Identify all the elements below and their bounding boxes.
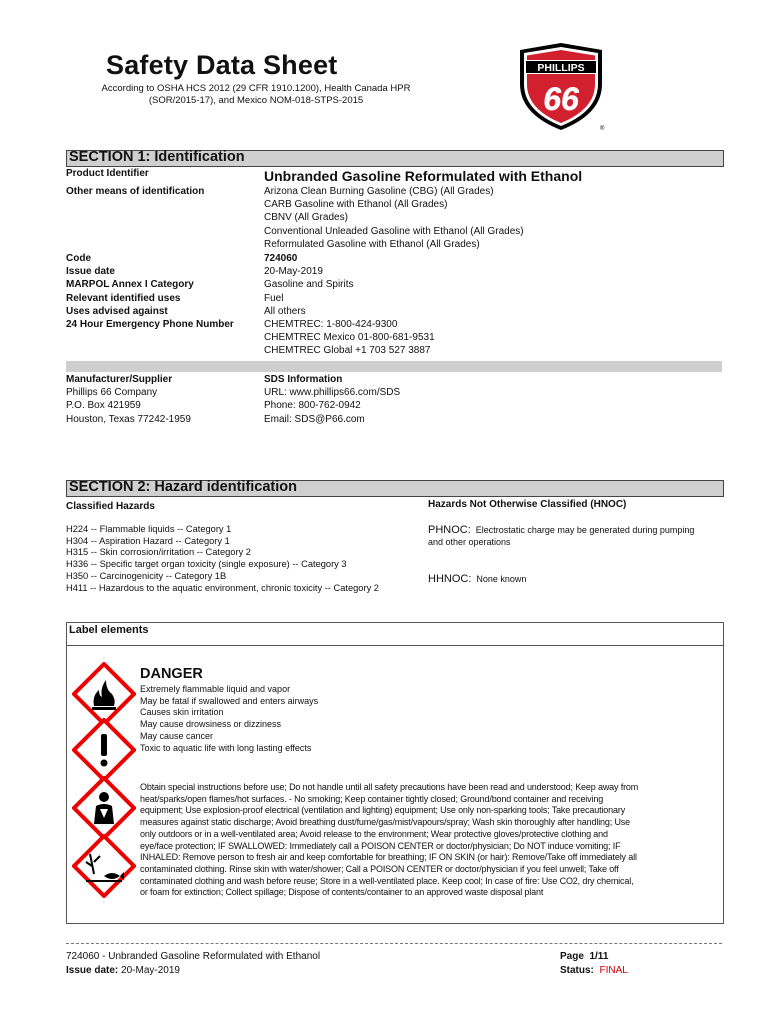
precaution-line: contaminated clothing. Rinse skin with water/shower; Call a POISON CENTER or doctor/physician if you feel unwell; Take off [140,863,619,874]
uses-value: Fuel [264,292,284,304]
id-values-column [264,252,435,358]
other-means-item: Reformulated Gasoline with Ethanol (All Grades) [264,238,480,250]
hazard-statements [140,684,318,754]
precaution-line: measures against static discharge; Avoid breathing dust/fume/gas/mist/vapours/spray; Wash skin thoroughly after handling; Use [140,817,631,828]
phnoc-key: PHNOC: [428,524,471,536]
footer-page-label: Page [560,951,584,962]
classified-hazards-list [66,524,379,594]
phillips66-logo-icon [516,40,606,132]
hhnoc-key: HHNOC: [428,573,472,585]
code-value: 724060 [264,253,298,264]
environment-icon [72,834,136,898]
hhnoc-value: None known [476,574,527,584]
code-label: Code [66,253,91,264]
precaution-line: only outdoors or in a well-ventilated area; Avoid release to the environment; Wear protective gloves/protective clothing and [140,828,608,839]
emergency-phone-value: CHEMTREC Mexico 01-800-681-9531 [264,332,435,344]
sds-phone: Phone: 800-762-0942 [264,400,361,412]
other-means-item: Arizona Clean Burning Gasoline (CBG) (All Grades) [264,186,494,197]
signal-word: DANGER [140,666,203,682]
label-elements-divider [66,645,724,646]
hazard-item: H411 -- Hazardous to the aquatic environment, chronic toxicity -- Category 2 [66,582,379,593]
emergency-phone-value: CHEMTREC: 1-800-424-9300 [264,319,398,331]
footer-doc-line: 724060 - Unbranded Gasoline Reformulated with Ethanol [66,951,321,962]
precaution-line: eye/face protection; IF SWALLOWED: Immediately call a POISON CENTER or doctor/physician; Do NOT induce vomiting; IF [140,840,621,851]
hazard-item: H315 -- Skin corrosion/irritation -- Category 2 [66,547,251,558]
hazard-statement: May cause cancer [140,730,214,741]
marpol-label: MARPOL Annex I Category [66,279,194,291]
sds-info-label: SDS Information [264,374,343,385]
section1-divider [66,361,722,372]
flame-icon [72,662,136,726]
section2-heading: SECTION 2: Hazard identification [69,479,297,495]
marpol-value: Gasoline and Spirits [264,279,354,291]
issue-date-label: Issue date [66,266,115,278]
manufacturer-block [66,373,191,426]
other-means-list [264,185,524,251]
precaution-line: heat/sparks/open flames/hot surfaces. - No smoking; Keep container tightly closed; Ground/bond container and receiving [140,793,604,804]
hnoc-label: Hazards Not Otherwise Classified (HNOC) [428,499,627,510]
footer-page-value: 1/11 [589,951,609,962]
hazard-item: H224 -- Flammable liquids -- Category 1 [66,524,232,534]
precautionary-statements [140,782,725,899]
regulatory-subtitle: According to OSHA HCS 2012 (29 CFR 1910.1200), Health Canada HPR (SOR/2015-17), and Mexico NOM-018-STPS-2015 [101,83,411,106]
footer-issue-value: 20-May-2019 [121,965,180,976]
sds-info-block [264,373,400,426]
emergency-phone-label: 24 Hour Emergency Phone Number [66,319,234,331]
product-identifier-label: Product Identifier [66,168,149,179]
hhnoc-block [428,574,526,586]
precaution-line: equipment; Use explosion-proof electrical (ventilation and lighting) equipment; Use only non-sparking tools; Take precautionary [140,805,626,816]
footer-right [560,950,628,978]
other-means-label: Other means of identification [66,186,205,197]
hazard-item: H336 -- Specific target organ toxicity (single exposure) -- Category 3 [66,559,347,570]
exclamation-icon [72,718,136,782]
uses-label: Relevant identified uses [66,292,181,304]
logo-text-66: 66 [543,81,579,117]
phnoc-value: Electrostatic charge may be generated during pumping [475,525,695,535]
hazard-statement: Extremely flammable liquid and vapor [140,684,291,694]
footer-status-value: FINAL [599,965,628,976]
section1-header-bar [66,150,724,167]
id-labels-column [66,252,234,331]
manufacturer-label: Manufacturer/Supplier [66,374,173,385]
document-title: Safety Data Sheet [106,50,338,80]
other-means-item: Conventional Unleaded Gasoline with Ethanol (All Grades) [264,225,524,237]
advised-against-label: Uses advised against [66,305,168,317]
precaution-line: INHALED: Remove person to fresh air and keep comfortable for breathing; IF ON SKIN (or hair): Remove/Take off immediately all [140,852,637,863]
hazard-item: H304 -- Aspiration Hazard -- Category 1 [66,535,230,546]
logo-text-phillips: PHILLIPS [537,62,585,74]
section1-heading: SECTION 1: Identification [69,149,245,165]
manufacturer-line: P.O. Box 421959 [66,400,141,412]
section2-header-bar [66,480,724,497]
hazard-item: H350 -- Carcinogenicity -- Category 1B [66,570,227,581]
other-means-item: CBNV (All Grades) [264,212,348,224]
precaution-line: or foam for extinction; Collect spillage; Dispose of contents/container to an approved waste disposal plant [140,887,544,898]
manufacturer-line: Phillips 66 Company [66,387,158,399]
phnoc-block [428,525,728,548]
health-hazard-icon [72,776,136,840]
hazard-statement: Causes skin irritation [140,707,224,718]
hazard-statement: May be fatal if swallowed and enters airways [140,695,319,706]
phnoc-value-2: and other operations [428,536,511,547]
emergency-phone-value: CHEMTREC Global +1 703 527 3887 [264,345,431,357]
hazard-statement: Toxic to aquatic life with long lasting effects [140,742,312,753]
precaution-line: contaminated clothing and wash before reuse; Store in a well-ventilated place. Keep cool; In case of fire: Use CO2, dry chemical, [140,875,634,886]
sds-url[interactable]: URL: www.phillips66.com/SDS [264,387,401,399]
label-elements-heading: Label elements [69,624,149,636]
footer-status-label: Status: [560,965,594,976]
footer-issue-label: Issue date: [66,965,119,976]
advised-against-value: All others [264,305,306,317]
manufacturer-line: Houston, Texas 77242-1959 [66,413,191,425]
footer-divider [66,943,722,944]
logo-registered-mark: ® [600,126,605,132]
product-identifier-value: Unbranded Gasoline Reformulated with Ethanol [264,168,583,184]
classified-hazards-label: Classified Hazards [66,501,155,512]
footer-left [66,950,320,978]
precaution-line: Obtain special instructions before use; Do not handle until all safety precautions have been read and understood; Keep away from [140,782,639,792]
sds-email[interactable]: Email: SDS@P66.com [264,413,365,425]
hazard-statement: May cause drowsiness or dizziness [140,719,282,730]
issue-date-value: 20-May-2019 [264,266,323,278]
other-means-item: CARB Gasoline with Ethanol (All Grades) [264,199,448,211]
